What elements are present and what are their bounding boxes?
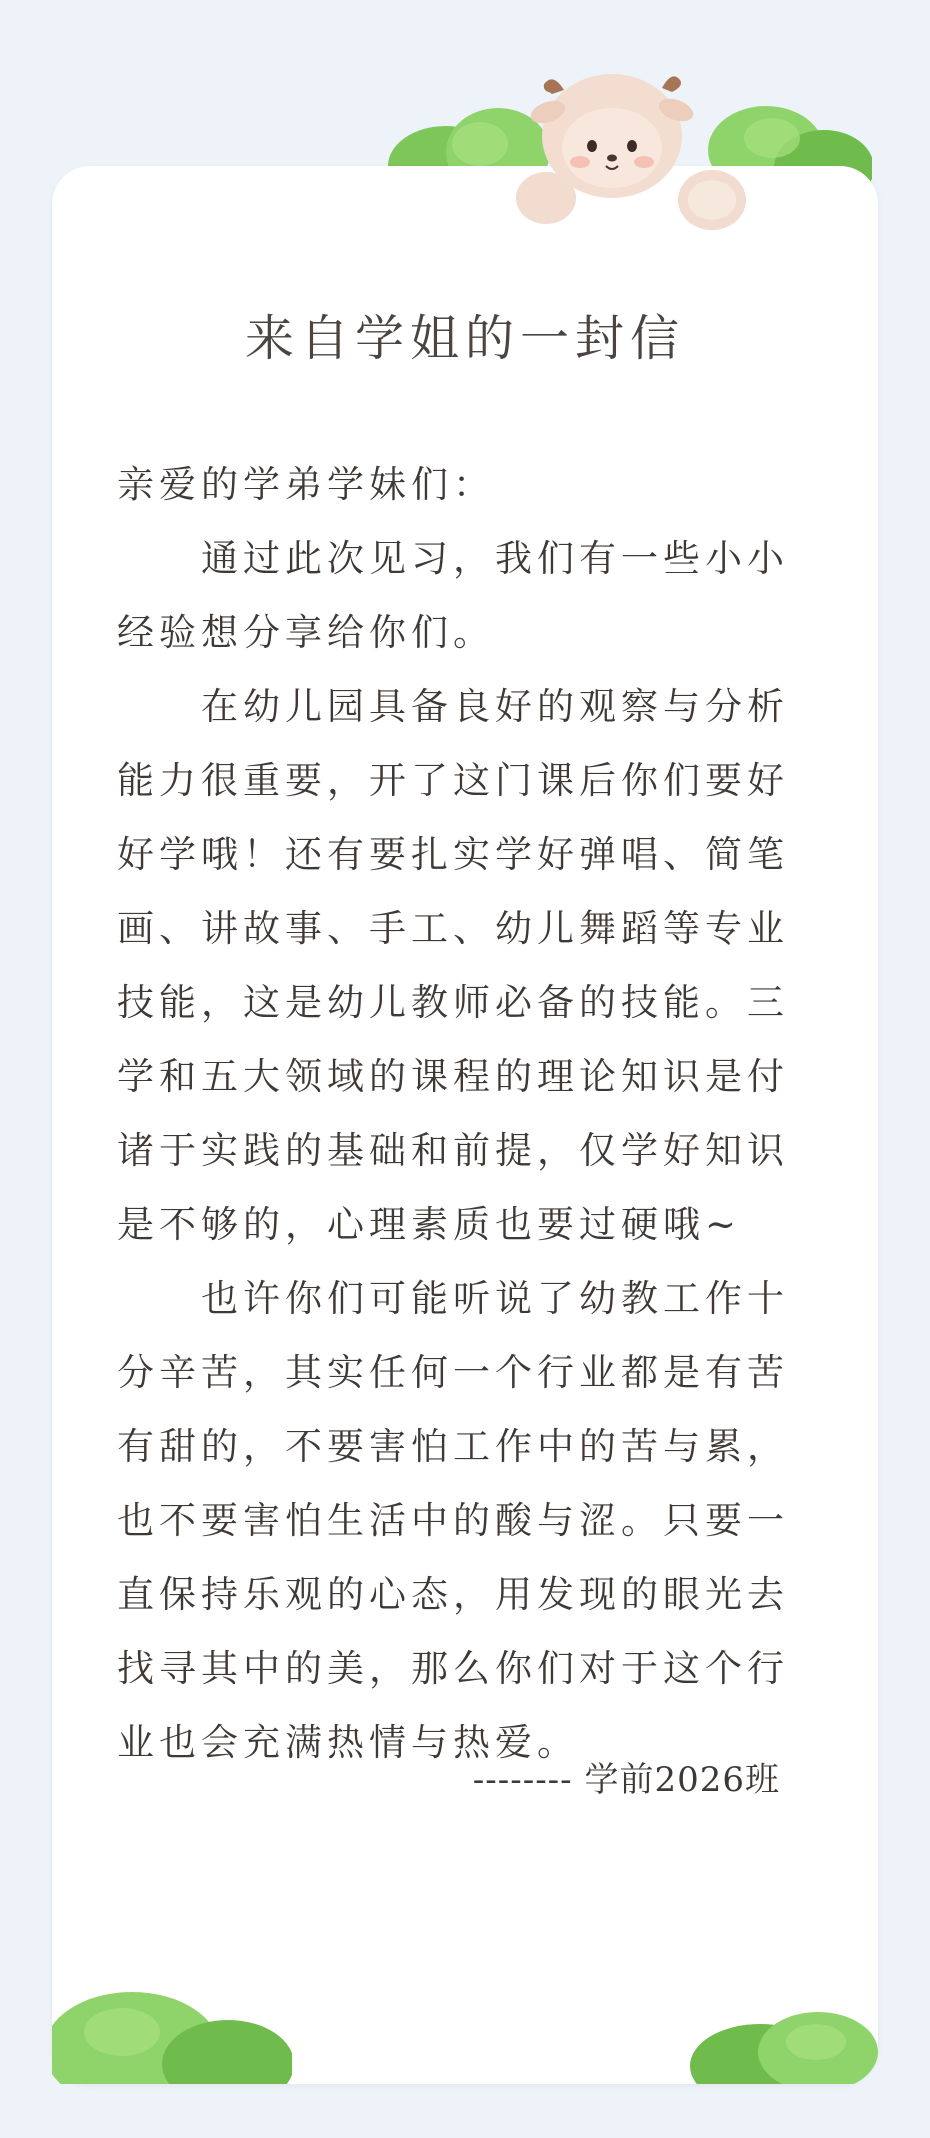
letter-paragraph-1: 通过此次见习，我们有一些小小经验想分享给你们。: [117, 537, 789, 654]
letter-greeting: 亲爱的学弟学妹们：: [117, 463, 495, 506]
letter-paragraph-3: 也许你们可能听说了幼教工作十分辛苦，其实任何一个行业都是有苦有甜的，不要害怕工作中的苦与累，也不要害怕生活中的酸与涩。只要一直保持乐观的心态，用发现的眼光去找寻其中的美，那么你们对于这个行业也会充满热情与热爱。: [117, 1277, 789, 1764]
letter-title: 来自学姐的一封信: [244, 310, 685, 367]
bottom-left-bush-icon: [52, 1980, 292, 2084]
letter-paragraph-2: 在幼儿园具备良好的观察与分析能力很重要，开了这门课后你们要好好学哦！还有要扎实学好弹唱、简笔画、讲故事、手工、幼儿舞蹈等专业技能，这是幼儿教师必备的技能。三学和五大领域的课程的理论知识是付诸于实践的基础和前提，仅学好知识是不够的，心理素质也要过硬哦~: [117, 685, 789, 1246]
letter-signature: -------- 学前2026班: [472, 1760, 780, 1800]
letter-body: [117, 448, 817, 1780]
deer-cub-mascot-icon: [512, 50, 750, 230]
bottom-right-bush-icon: [690, 2008, 878, 2084]
